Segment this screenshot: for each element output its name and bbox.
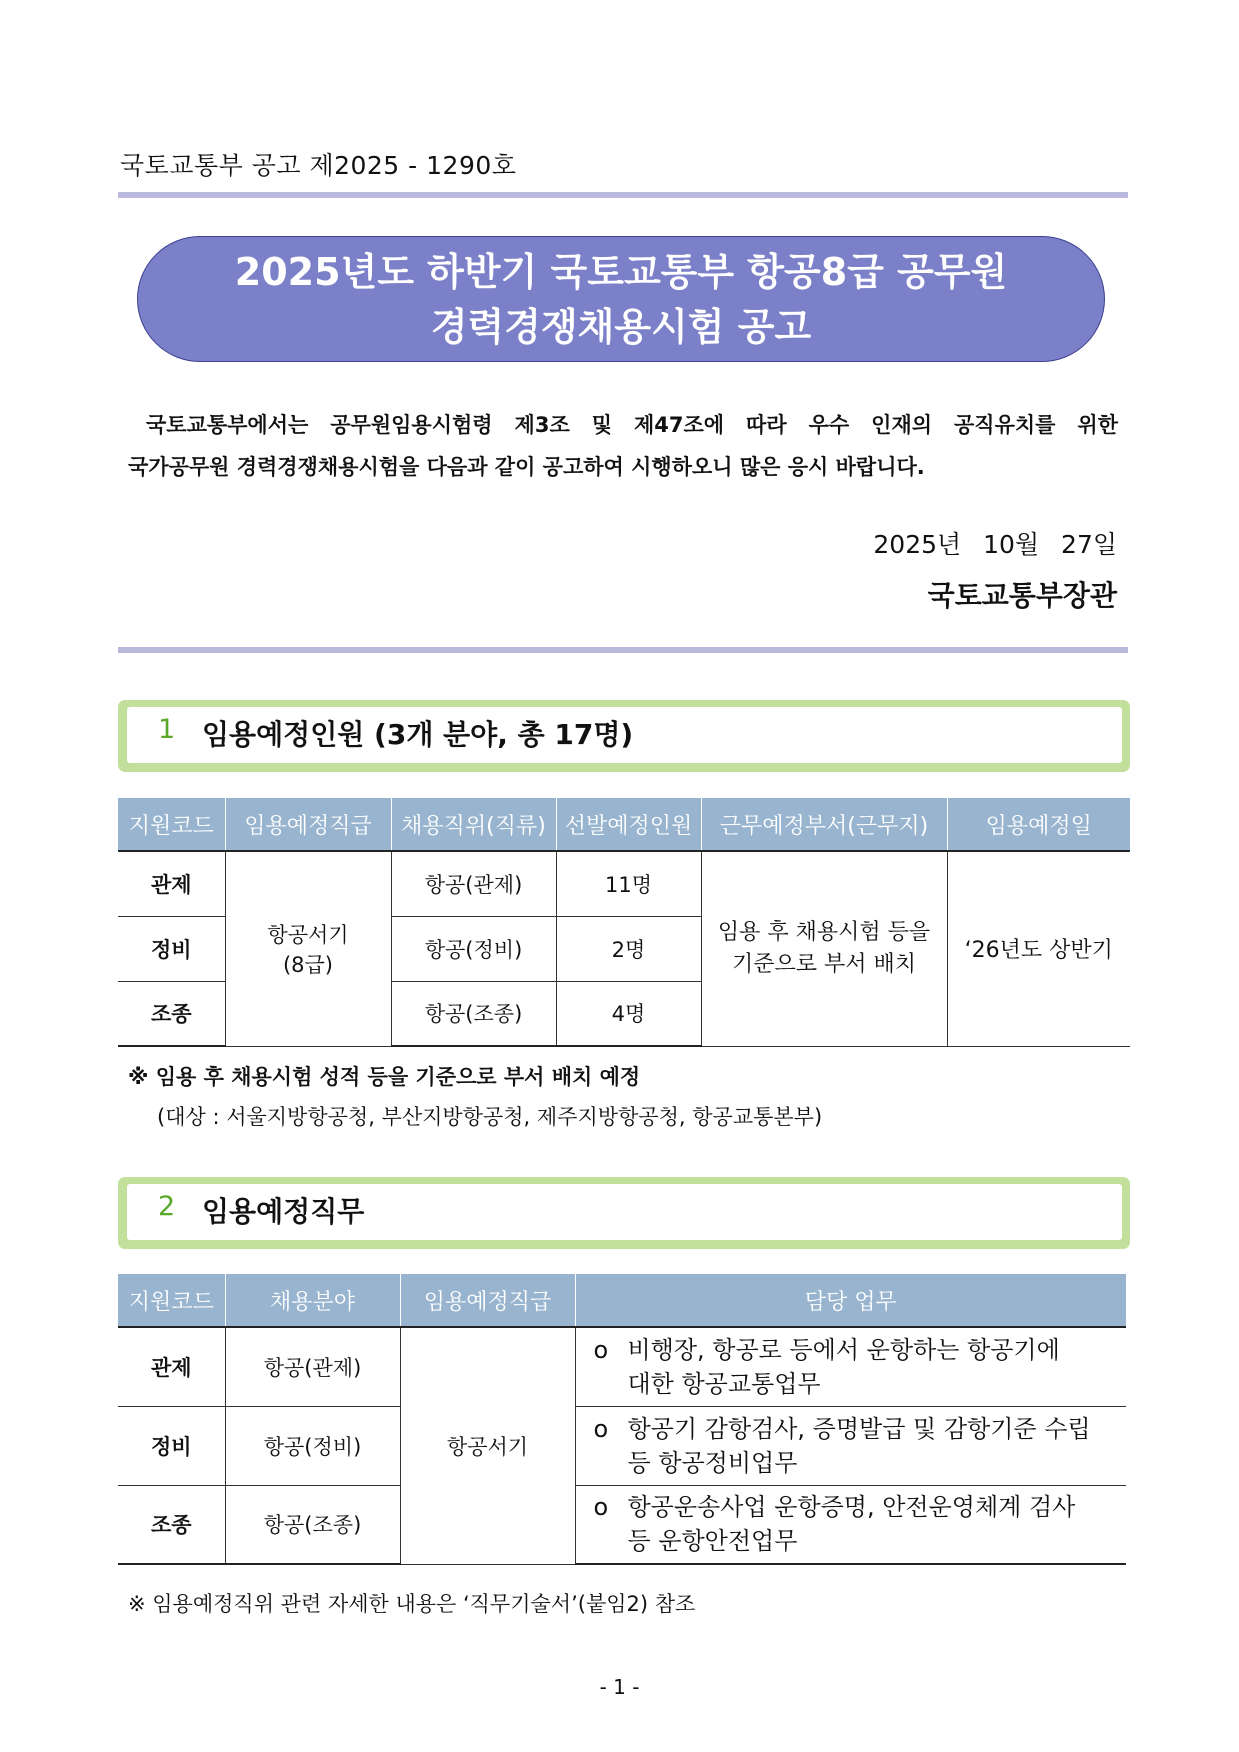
table-row [118, 851, 1130, 916]
position-cell: 항공(조종) [391, 981, 556, 1046]
intro-line2: 국가공무원 경력경쟁채용시험을 다음과 같이 공고하여 시행하오니 많은 응시 바랍니다. [128, 455, 925, 479]
duty-line1: 비행장, 항공로 등에서 운항하는 항공기에 [627, 1335, 1060, 1364]
grade-cell: 항공서기 [400, 1327, 575, 1564]
code-cell: 정비 [118, 916, 225, 981]
table-row [118, 1327, 1126, 1406]
count-cell: 11명 [556, 851, 701, 916]
header-position: 채용직위(직류) [391, 798, 556, 851]
count-cell: 2명 [556, 916, 701, 981]
title-line1: 2025년도 하반기 국토교통부 항공8급 공무원 [234, 250, 1008, 294]
title-banner [137, 236, 1105, 362]
middle-divider [118, 647, 1128, 653]
section1-title: 임용예정인원 (3개 분야, 총 17명) [202, 718, 634, 751]
count-cell: 4명 [556, 981, 701, 1046]
title-line2: 경력경쟁채용시험 공고 [430, 305, 812, 349]
header-grade: 임용예정직급 [225, 798, 391, 851]
field-cell: 항공(정비) [225, 1406, 400, 1485]
bullet-icon: o [593, 1335, 609, 1364]
duty-line1: 항공운송사업 운항증명, 안전운영체계 검사 [627, 1493, 1076, 1522]
duty-cell [575, 1485, 1126, 1564]
staffing-table [118, 798, 1130, 1047]
header-code: 지원코드 [118, 798, 225, 851]
field-cell: 항공(조종) [225, 1485, 400, 1564]
page-number: - 1 - [599, 1675, 640, 1699]
section2-heading [118, 1177, 1130, 1249]
section2-title: 임용예정직무 [202, 1195, 365, 1228]
section1-note: ※ 임용 후 채용시험 성적 등을 기준으로 부서 배치 예정 [128, 1065, 641, 1089]
code-cell: 관제 [118, 851, 225, 916]
section1-note-targets: (대상 : 서울지방항공청, 부산지방항공청, 제주지방항공청, 항공교통본부) [157, 1105, 823, 1129]
intro-paragraph [128, 404, 1118, 488]
notice-date: 2025년 10월 27일 [873, 530, 1117, 559]
header-code: 지원코드 [118, 1274, 225, 1327]
dept-line2: 기준으로 부서 배치 [731, 951, 916, 977]
code-cell: 조종 [118, 1485, 225, 1564]
duty-line2: 등 항공정비업무 [627, 1448, 798, 1477]
position-cell: 항공(정비) [391, 916, 556, 981]
duty-cell [575, 1327, 1126, 1406]
header-count: 선발예정인원 [556, 798, 701, 851]
header-grade: 임용예정직급 [400, 1274, 575, 1327]
grade-cell [225, 851, 391, 1046]
appoint-date-cell: ‘26년도 상반기 [947, 851, 1130, 1046]
bullet-icon: o [593, 1414, 609, 1443]
intro-line1: 국토교통부에서는 공무원임용시험령 제3조 및 제47조에 따라 우수 인재의 공직유치를 위한 [146, 413, 1118, 437]
section2-number: 2 [158, 1191, 176, 1222]
grade-line2: (8급) [282, 952, 334, 977]
duty-line2: 대한 항공교통업무 [627, 1369, 821, 1398]
department-cell [701, 851, 947, 1046]
section2-note: ※ 임용예정직위 관련 자세한 내용은 ‘직무기술서’(붙임2) 참조 [128, 1592, 696, 1616]
top-divider [118, 192, 1128, 198]
duty-line2: 등 운항안전업무 [627, 1527, 798, 1556]
field-cell: 항공(관제) [225, 1327, 400, 1406]
duty-table [118, 1274, 1126, 1565]
duty-cell [575, 1406, 1126, 1485]
header-appoint-date: 임용예정일 [947, 798, 1130, 851]
table-row [118, 1406, 1126, 1485]
code-cell: 정비 [118, 1406, 225, 1485]
position-cell: 항공(관제) [391, 851, 556, 916]
grade-line1: 항공서기 [267, 922, 349, 947]
header-field: 채용분야 [225, 1274, 400, 1327]
section1-heading [118, 700, 1130, 772]
duty-line1: 항공기 감항검사, 증명발급 및 감항기준 수립 [627, 1414, 1091, 1443]
header-department: 근무예정부서(근무지) [701, 798, 947, 851]
dept-line1: 임용 후 채용시험 등을 [717, 919, 931, 945]
bullet-icon: o [593, 1493, 609, 1522]
code-cell: 조종 [118, 981, 225, 1046]
header-duty: 담당 업무 [575, 1274, 1126, 1327]
notice-number: 국토교통부 공고 제2025 - 1290호 [120, 151, 517, 180]
minister-signature: 국토교통부장관 [927, 579, 1117, 612]
table-row [118, 1485, 1126, 1564]
section1-number: 1 [158, 714, 176, 745]
code-cell: 관제 [118, 1327, 225, 1406]
